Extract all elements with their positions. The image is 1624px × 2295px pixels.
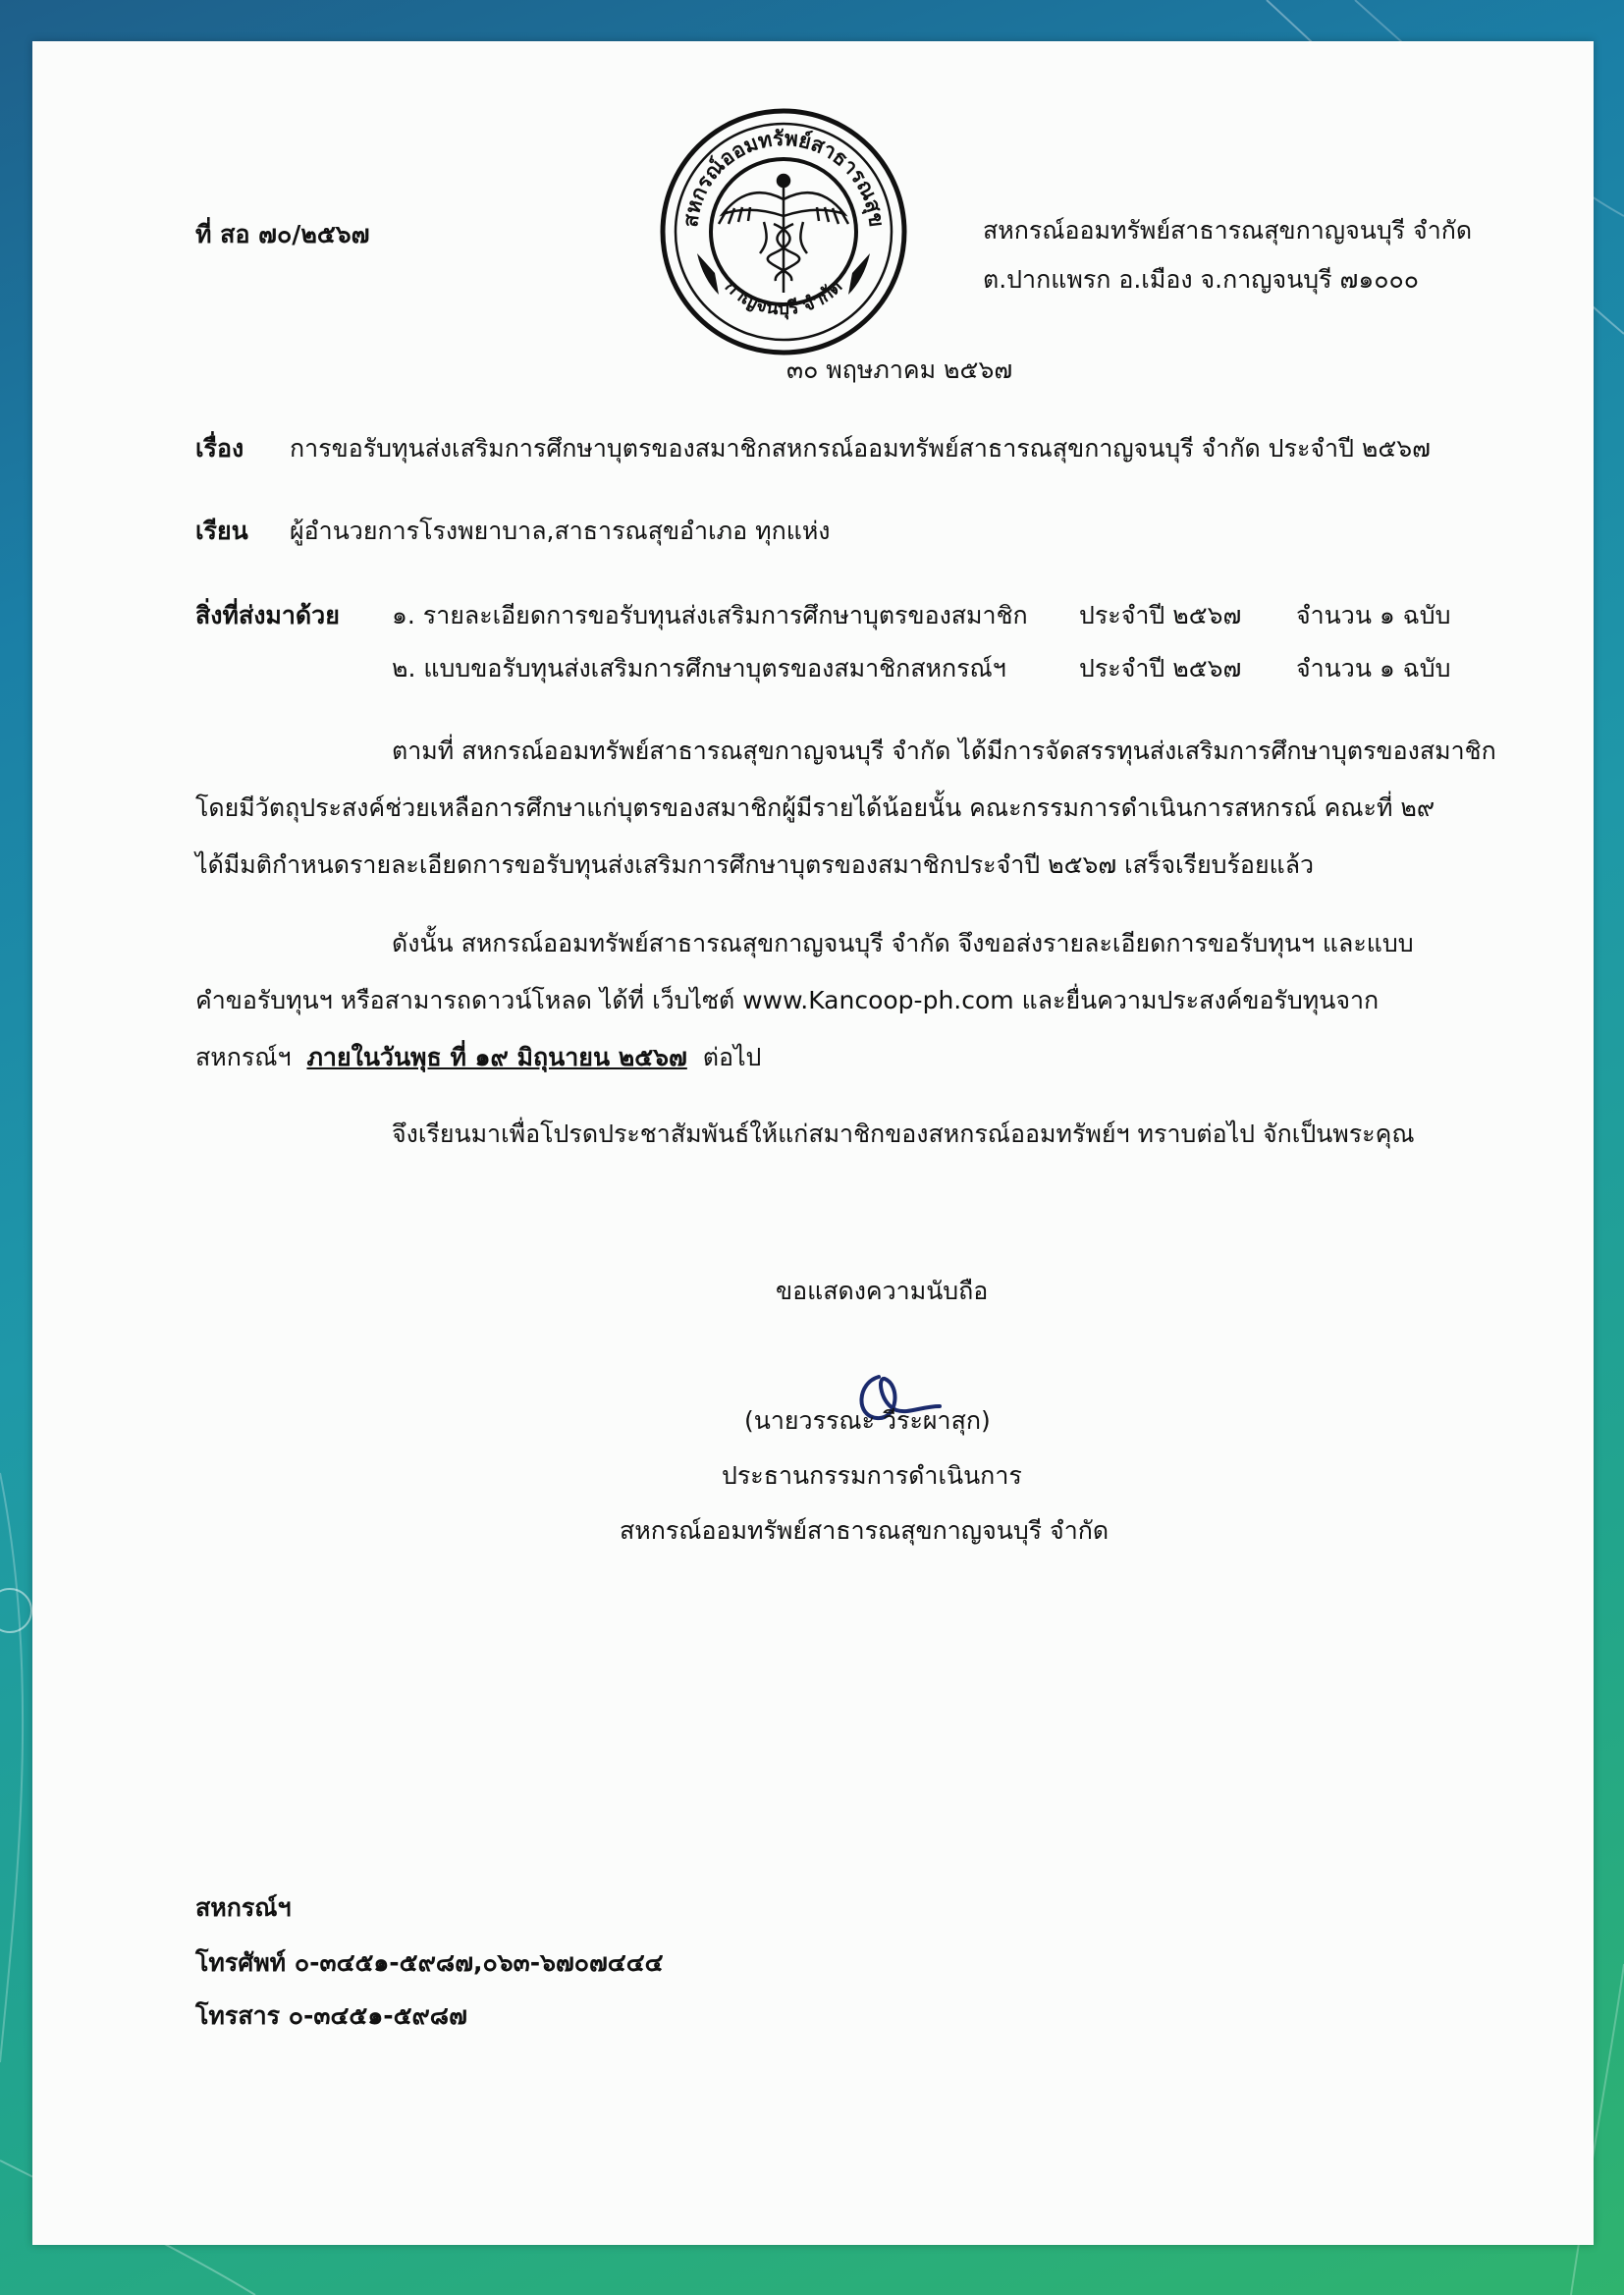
letter-date: ๓๐ พฤษภาคม ๒๕๖๗ — [786, 355, 1013, 384]
svg-text:กาญจนบุรี จำกัด: กาญจนบุรี จำกัด — [720, 275, 847, 320]
cooperative-seal-icon — [658, 106, 909, 357]
signatory-position: ประธานกรรมการดำเนินการ — [722, 1461, 1022, 1490]
enclosures-label: สิ่งที่ส่งมาด้วย — [195, 601, 340, 629]
paragraph-2-line-2: คำขอรับทุนฯ หรือสามารถดาวน์โหลด ได้ที่ เว็บไซต์ www.Kancoop-ph.com และยื่นความประสงค์ขอรับทุนจาก — [195, 986, 1380, 1014]
deadline-text: ภายในวันพุธ ที่ ๑๙ มิถุนายน ๒๕๖๗ — [306, 1043, 687, 1071]
enclosure-item-2-qty: จำนวน ๑ ฉบับ — [1296, 654, 1451, 683]
paragraph-2-suffix: ต่อไป — [702, 1043, 762, 1071]
paragraph-3: จึงเรียนมาเพื่อโปรดประชาสัมพันธ์ให้แก่สมาชิกของสหกรณ์ออมทรัพย์ฯ ทราบต่อไป จักเป็นพระคุณ — [392, 1120, 1415, 1148]
recipient-text: ผู้อำนวยการโรงพยาบาล,สาธารณสุขอำเภอ ทุกแห่ง — [290, 517, 831, 545]
subject-text: การขอรับทุนส่งเสริมการศึกษาบุตรของสมาชิกสหกรณ์ออมทรัพย์สาธารณสุขกาญจนบุรี จำกัด ประจำปี ๒๕๖๗ — [290, 434, 1431, 463]
paragraph-2-line-3 — [195, 1041, 761, 1074]
letter-page — [32, 41, 1594, 2245]
footer-fax: โทรสาร ๐-๓๔๕๑-๕๙๘๗ — [195, 2001, 467, 2030]
signatory-organization: สหกรณ์ออมทรัพย์สาธารณสุขกาญจนบุรี จำกัด — [620, 1516, 1110, 1545]
paragraph-1-line-1: ตามที่ สหกรณ์ออมทรัพย์สาธารณสุขกาญจนบุรี จำกัด ได้มีการจัดสรรทุนส่งเสริมการศึกษาบุตรของสมาชิก — [392, 737, 1496, 765]
recipient-label: เรียน — [195, 517, 248, 545]
reference-number: ที่ สอ ๗๐/๒๕๖๗ — [195, 220, 370, 248]
organization-name: สหกรณ์ออมทรัพย์สาธารณสุขกาญจนบุรี จำกัด — [983, 216, 1473, 245]
footer-organization: สหกรณ์ฯ — [195, 1893, 292, 1922]
subject-label: เรื่อง — [195, 434, 244, 463]
footer-phone: โทรศัพท์ ๐-๓๔๕๑-๕๙๘๗,๐๖๓-๖๗๐๗๔๔๔ — [195, 1948, 664, 1977]
paragraph-2-prefix: สหกรณ์ฯ — [195, 1043, 292, 1071]
paragraph-1-line-2: โดยมีวัตถุประสงค์ช่วยเหลือการศึกษาแก่บุตรของสมาชิกผู้มีรายได้น้อยนั้น คณะกรรมการดำเนินการสหกรณ์ คณะที่ ๒๙ — [195, 793, 1435, 822]
closing-regards: ขอแสดงความนับถือ — [776, 1277, 989, 1305]
enclosure-item-2: ๒. แบบขอรับทุนส่งเสริมการศึกษาบุตรของสมาชิกสหกรณ์ฯ — [392, 654, 1006, 683]
paragraph-1-line-3: ได้มีมติกำหนดรายละเอียดการขอรับทุนส่งเสริมการศึกษาบุตรของสมาชิกประจำปี ๒๕๖๗ เสร็จเรียบร้อยแล้ว — [195, 850, 1315, 879]
enclosure-item-1-qty: จำนวน ๑ ฉบับ — [1296, 601, 1451, 629]
paragraph-2-line-1: ดังนั้น สหกรณ์ออมทรัพย์สาธารณสุขกาญจนบุรี จำกัด จึงขอส่งรายละเอียดการขอรับทุนฯ และแบบ — [392, 929, 1414, 957]
signatory-name: (นายวรรณะ วีระผาสุก) — [744, 1406, 991, 1435]
enclosure-item-1-year: ประจำปี ๒๕๖๗ — [1079, 601, 1242, 629]
enclosure-item-2-year: ประจำปี ๒๕๖๗ — [1079, 654, 1242, 683]
organization-address: ต.ปากแพรก อ.เมือง จ.กาญจนบุรี ๗๑๐๐๐ — [983, 265, 1419, 294]
enclosure-item-1: ๑. รายละเอียดการขอรับทุนส่งเสริมการศึกษาบุตรของสมาชิก — [392, 601, 1028, 629]
svg-text:สหกรณ์ออมทรัพย์สาธารณสุข: สหกรณ์ออมทรัพย์สาธารณสุข — [677, 126, 890, 229]
